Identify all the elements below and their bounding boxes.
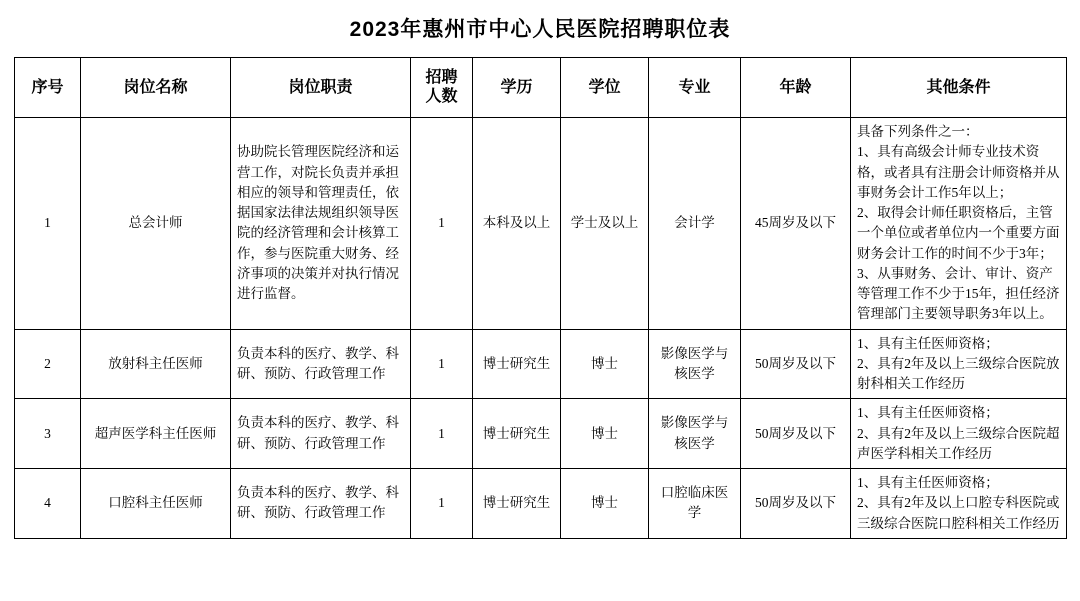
cell-number: 1 — [411, 118, 473, 330]
cell-duty: 负责本科的医疗、教学、科研、预防、行政管理工作 — [231, 399, 411, 469]
cell-age: 50周岁及以下 — [741, 399, 851, 469]
cell-post: 放射科主任医师 — [81, 329, 231, 399]
cell-index: 4 — [15, 469, 81, 539]
column-header-major: 专业 — [649, 58, 741, 118]
column-header-age: 年龄 — [741, 58, 851, 118]
cell-other: 1、具有主任医师资格； 2、具有2年及以上三级综合医院超声医学科相关工作经历 — [851, 399, 1067, 469]
table-row — [15, 399, 1067, 469]
cell-major: 影像医学与核医学 — [649, 329, 741, 399]
cell-index: 3 — [15, 399, 81, 469]
cell-number: 1 — [411, 469, 473, 539]
column-header-post: 岗位名称 — [81, 58, 231, 118]
cell-major: 口腔临床医学 — [649, 469, 741, 539]
table-row — [15, 118, 1067, 330]
cell-other: 具备下列条件之一： 1、具有高级会计师专业技术资格，或者具有注册会计师资格并从事财务会计工作5年以上； 2、取得会计师任职资格后，主管一个单位或者单位内一个重要方面财务会计工作的时间不少于3年； 3、从事财务、会计、审计、资产等管理工作不少于15年，担任经济管理部门主要领导职务3年以上。 — [851, 118, 1067, 330]
column-header-index: 序号 — [15, 58, 81, 118]
cell-post: 口腔科主任医师 — [81, 469, 231, 539]
cell-education: 博士研究生 — [473, 469, 561, 539]
table-body — [15, 118, 1067, 539]
cell-other: 1、具有主任医师资格； 2、具有2年及以上口腔专科医院或三级综合医院口腔科相关工作经历 — [851, 469, 1067, 539]
column-header-education: 学历 — [473, 58, 561, 118]
table-header-row — [15, 58, 1067, 118]
cell-index: 2 — [15, 329, 81, 399]
cell-age: 50周岁及以下 — [741, 469, 851, 539]
cell-index: 1 — [15, 118, 81, 330]
column-header-number: 招聘 人数 — [411, 58, 473, 118]
cell-post: 超声医学科主任医师 — [81, 399, 231, 469]
cell-other: 1、具有主任医师资格； 2、具有2年及以上三级综合医院放射科相关工作经历 — [851, 329, 1067, 399]
cell-degree: 博士 — [561, 399, 649, 469]
cell-major: 会计学 — [649, 118, 741, 330]
table-header — [15, 58, 1067, 118]
cell-degree: 博士 — [561, 469, 649, 539]
cell-age: 50周岁及以下 — [741, 329, 851, 399]
recruitment-position-table — [14, 57, 1067, 539]
cell-duty: 协助院长管理医院经济和运营工作，对院长负责并承担相应的领导和管理责任，依据国家法律法规组织领导医院的经济管理和会计核算工作，参与医院重大财务、经济事项的决策并对执行情况进行监督。 — [231, 118, 411, 330]
cell-education: 博士研究生 — [473, 329, 561, 399]
column-header-degree: 学位 — [561, 58, 649, 118]
page-title: 2023年惠州市中心人民医院招聘职位表 — [349, 18, 731, 41]
cell-duty: 负责本科的医疗、教学、科研、预防、行政管理工作 — [231, 469, 411, 539]
table-row — [15, 469, 1067, 539]
cell-post: 总会计师 — [81, 118, 231, 330]
cell-number: 1 — [411, 399, 473, 469]
cell-degree: 学士及以上 — [561, 118, 649, 330]
column-header-other: 其他条件 — [851, 58, 1067, 118]
cell-age: 45周岁及以下 — [741, 118, 851, 330]
column-header-duty: 岗位职责 — [231, 58, 411, 118]
table-row — [15, 329, 1067, 399]
cell-education: 博士研究生 — [473, 399, 561, 469]
cell-number: 1 — [411, 329, 473, 399]
cell-education: 本科及以上 — [473, 118, 561, 330]
cell-duty: 负责本科的医疗、教学、科研、预防、行政管理工作 — [231, 329, 411, 399]
cell-major: 影像医学与核医学 — [649, 399, 741, 469]
cell-degree: 博士 — [561, 329, 649, 399]
